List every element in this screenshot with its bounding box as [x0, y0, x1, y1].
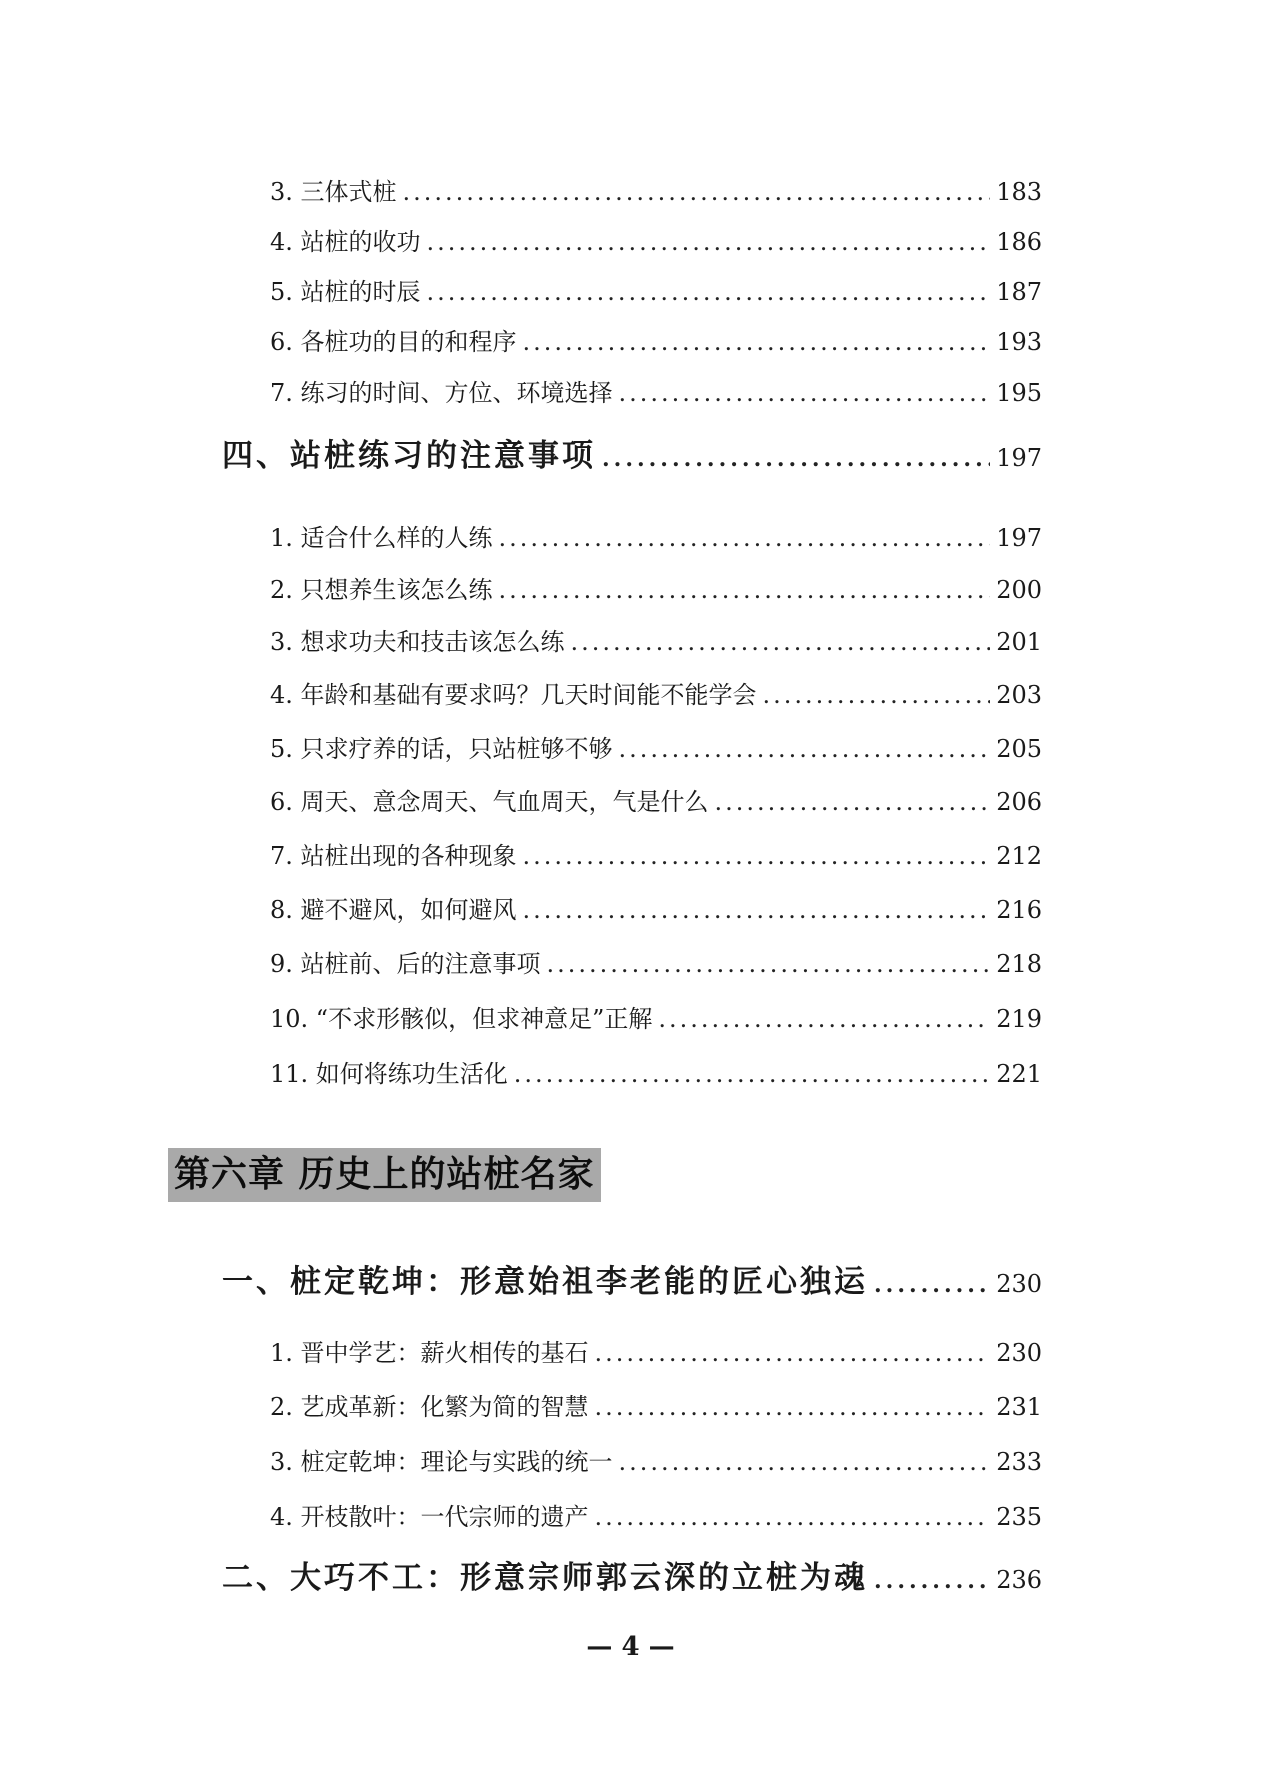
- chapter-heading: 第六章 历史上的站桩名家: [168, 1148, 601, 1202]
- dot-leader: [595, 1503, 991, 1531]
- section-title: 四、站桩练习的注意事项: [222, 438, 596, 474]
- dot-leader: [523, 896, 991, 924]
- dot-leader: [427, 228, 991, 256]
- toc-entry: [270, 1442, 1042, 1477]
- toc-entry-page: 193: [996, 328, 1042, 356]
- toc-entry: [270, 999, 1042, 1034]
- toc-entry: [270, 518, 1042, 553]
- dot-leader: [619, 1448, 991, 1476]
- toc-entry-title: 1. 适合什么样的人练: [270, 524, 493, 552]
- toc-entry: [270, 272, 1042, 307]
- section-page: 236: [996, 1566, 1042, 1594]
- section-title: 一、桩定乾坤：形意始祖李老能的匠心独运: [222, 1264, 868, 1300]
- dot-leader: [658, 1005, 990, 1033]
- toc-entry-title: 3. 三体式桩: [270, 178, 397, 206]
- dot-leader: [499, 524, 991, 552]
- toc-entry-page: 218: [996, 950, 1042, 978]
- toc-entry-title: 3. 桩定乾坤：理论与实践的统一: [270, 1448, 613, 1476]
- toc-entry: [270, 836, 1042, 871]
- toc-section-heading: [222, 1552, 1042, 1597]
- dot-leader: [619, 379, 991, 407]
- toc-entry-page: 186: [996, 228, 1042, 256]
- toc-entry: [270, 1387, 1042, 1422]
- toc-entry: [270, 1497, 1042, 1532]
- dot-leader: [763, 681, 991, 709]
- dot-leader: [874, 1272, 990, 1298]
- dot-leader: [514, 1060, 990, 1088]
- dot-leader: [523, 328, 991, 356]
- toc-entry-title: 4. 站桩的收功: [270, 228, 421, 256]
- page-number: — 4 —: [586, 1632, 675, 1662]
- toc-entry-page: 219: [996, 1005, 1042, 1033]
- toc-section-heading: [222, 430, 1042, 475]
- toc-entry: [270, 1054, 1042, 1089]
- toc-entry-title: 2. 只想养生该怎么练: [270, 576, 493, 604]
- toc-entry: [270, 222, 1042, 257]
- toc-entry-title: 1. 晋中学艺：薪火相传的基石: [270, 1339, 589, 1367]
- section-page: 230: [996, 1270, 1042, 1298]
- toc-entry-page: 212: [996, 842, 1042, 870]
- dot-leader: [571, 628, 991, 656]
- toc-entry-page: 206: [996, 788, 1042, 816]
- toc-entry-title: 6. 各桩功的目的和程序: [270, 328, 517, 356]
- dot-leader: [523, 842, 991, 870]
- toc-entry: [270, 1333, 1042, 1368]
- toc-entry-page: 203: [996, 681, 1042, 709]
- toc-section-heading: [222, 1256, 1042, 1301]
- toc-entry-page: 235: [996, 1503, 1042, 1531]
- toc-entry-page: 197: [996, 524, 1042, 552]
- toc-entry: [270, 675, 1042, 710]
- toc-entry-title: 5. 只求疗养的话，只站桩够不够: [270, 735, 613, 763]
- toc-entry: [270, 570, 1042, 605]
- toc-entry-page: 195: [996, 379, 1042, 407]
- toc-entry-page: 231: [996, 1393, 1042, 1421]
- dot-leader: [595, 1339, 991, 1367]
- toc-entry-title: 2. 艺成革新：化繁为简的智慧: [270, 1393, 589, 1421]
- toc-entry-title: 4. 年龄和基础有要求吗？几天时间能不能学会: [270, 681, 757, 709]
- toc-entry-title: 3. 想求功夫和技击该怎么练: [270, 628, 565, 656]
- dot-leader: [715, 788, 991, 816]
- toc-entry: [270, 890, 1042, 925]
- toc-entry-page: 233: [996, 1448, 1042, 1476]
- dot-leader: [499, 576, 991, 604]
- dot-leader: [619, 735, 991, 763]
- toc-entry: [270, 944, 1042, 979]
- toc-entry-page: 230: [996, 1339, 1042, 1367]
- toc-entry-title: 7. 练习的时间、方位、环境选择: [270, 379, 613, 407]
- dot-leader: [595, 1393, 991, 1421]
- toc-entry-page: 187: [996, 278, 1042, 306]
- toc-entry-page: 183: [996, 178, 1042, 206]
- toc-entry-page: 205: [996, 735, 1042, 763]
- dot-leader: [602, 446, 990, 472]
- toc-entry-page: 201: [996, 628, 1042, 656]
- toc-entry-title: 11. 如何将练功生活化: [270, 1060, 508, 1088]
- section-title: 二、大巧不工：形意宗师郭云深的立桩为魂: [222, 1560, 868, 1596]
- toc-entry-page: 216: [996, 896, 1042, 924]
- toc-entry-title: 8. 避不避风，如何避风: [270, 896, 517, 924]
- section-page: 197: [996, 444, 1042, 472]
- dot-leader: [547, 950, 991, 978]
- dot-leader: [874, 1568, 990, 1594]
- toc-entry-page: 221: [996, 1060, 1042, 1088]
- toc-entry-title: 7. 站桩出现的各种现象: [270, 842, 517, 870]
- toc-entry: [270, 782, 1042, 817]
- dot-leader: [427, 278, 991, 306]
- toc-entry: [270, 322, 1042, 357]
- toc-entry: [270, 172, 1042, 207]
- toc-entry-title: 9. 站桩前、后的注意事项: [270, 950, 541, 978]
- toc-entry: [270, 622, 1042, 657]
- toc-entry-title: 4. 开枝散叶：一代宗师的遗产: [270, 1503, 589, 1531]
- dot-leader: [403, 178, 991, 206]
- toc-entry: [270, 729, 1042, 764]
- toc-entry: [270, 373, 1042, 408]
- toc-entry-title: 5. 站桩的时辰: [270, 278, 421, 306]
- toc-entry-page: 200: [996, 576, 1042, 604]
- toc-entry-title: 10. “不求形骸似，但求神意足”正解: [270, 1005, 653, 1033]
- toc-entry-title: 6. 周天、意念周天、气血周天，气是什么: [270, 788, 709, 816]
